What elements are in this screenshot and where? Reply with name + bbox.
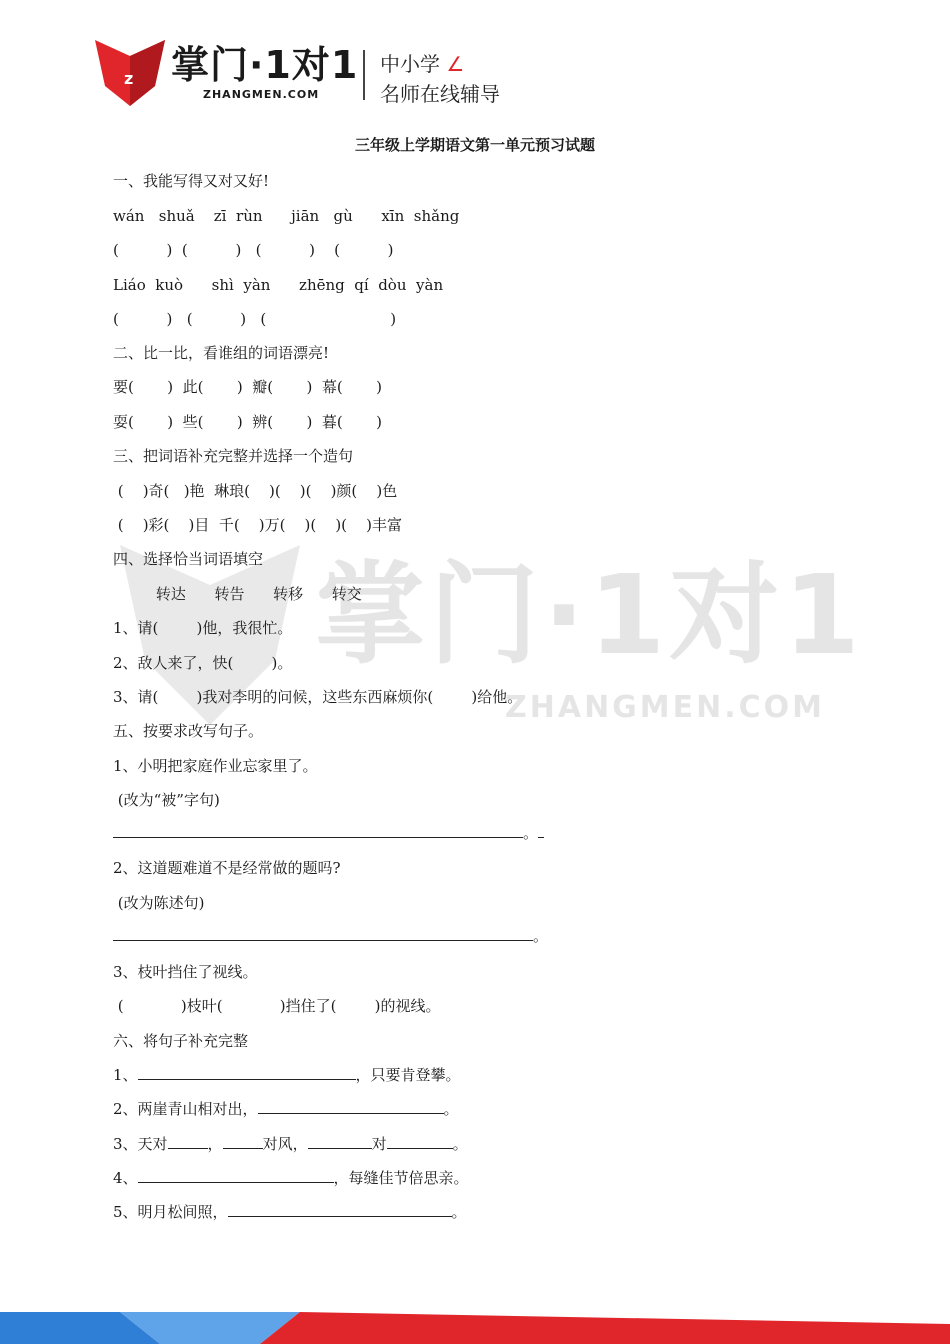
word-bank: 转达 转告 转移 转交	[113, 585, 362, 603]
answer-blank-line: 。	[113, 926, 548, 946]
brand-domain: ZHANGMEN.COM	[203, 88, 320, 101]
watermark-en: ZHANGMEN.COM	[505, 690, 826, 725]
answer-blank[interactable]	[387, 1134, 453, 1149]
answer-line: ( )枝叶( )挡住了( )的视线。	[113, 997, 441, 1015]
answer-blank[interactable]	[138, 1065, 356, 1080]
instruction-line: (改为“被”字句)	[113, 791, 220, 809]
answer-blank[interactable]	[138, 1168, 334, 1183]
section-heading-3: 三、把词语补充完整并选择一个造句	[113, 447, 354, 465]
answer-blank[interactable]	[223, 1134, 263, 1149]
shield-logo-icon	[93, 38, 167, 108]
word-compare-line: 耍( ) 些( ) 辨( ) 暮( )	[113, 413, 382, 431]
answer-blank[interactable]	[113, 823, 523, 838]
logo-divider	[363, 50, 365, 100]
answer-blank[interactable]	[168, 1134, 208, 1149]
answer-blank-end	[538, 823, 544, 838]
section-heading-4: 四、选择恰当词语填空	[113, 550, 264, 568]
poem-fill-line: 5、明月松间照， 。	[113, 1203, 467, 1221]
pinyin-line: wán shuǎ zī rùn jiān gù xīn shǎng	[113, 207, 460, 225]
brand-logo	[93, 38, 533, 110]
answer-blank[interactable]	[431, 926, 533, 941]
answer-blank[interactable]	[228, 1202, 452, 1217]
poem-fill-line: 4、 ，每缝佳节倍思亲。	[113, 1169, 469, 1187]
answer-blank-line: 。	[113, 823, 544, 843]
svg-text:z: z	[124, 69, 134, 88]
answer-line: ( ) ( ) ( )	[113, 310, 397, 328]
checkmark-icon: ∠	[446, 52, 465, 76]
instruction-line: (改为陈述句)	[113, 894, 205, 912]
footer-band	[0, 1304, 950, 1344]
poem-fill-line: 2、两崖青山相对出， 。	[113, 1100, 459, 1118]
question-line: 2、这道题难道不是经常做的题吗?	[113, 859, 341, 877]
page-title: 三年级上学期语文第一单元预习试题	[354, 136, 595, 154]
section-heading-2: 二、比一比，看谁组的词语漂亮!	[113, 344, 330, 362]
answer-blank[interactable]	[113, 926, 431, 941]
brand-name: 掌门·1对1	[171, 43, 359, 87]
pinyin-line: Liáo kuò shì yàn zhēng qí dòu yàn	[113, 276, 444, 294]
answer-blank[interactable]	[308, 1134, 372, 1149]
tagline-top: 中小学 ∠	[380, 52, 465, 76]
tagline-bottom: 名师在线辅导	[380, 82, 500, 106]
answer-blank[interactable]	[258, 1099, 444, 1114]
question-line: 1、小明把家庭作业忘家里了。	[113, 757, 318, 775]
word-compare-line: 要( ) 此( ) 瓣( ) 幕( )	[113, 378, 382, 396]
question-line: 2、敌人来了，快( )。	[113, 654, 293, 672]
watermark-cn: 掌门·1对1	[315, 551, 864, 679]
section-heading-1: 一、我能写得又对又好!	[113, 172, 270, 190]
section-heading-6: 六、将句子补充完整	[113, 1032, 249, 1050]
idiom-line: ( )奇( )艳 琳琅( )( )( )颜( )色	[113, 482, 398, 500]
question-line: 3、请( )我对李明的问候，这些东西麻烦你( )给他。	[113, 688, 523, 706]
idiom-line: ( )彩( )目 千( )万( )( )( )丰富	[113, 516, 402, 534]
poem-fill-line: 3、天对 ， 对风， 对 。	[113, 1135, 468, 1153]
question-line: 1、请( )他，我很忙。	[113, 619, 293, 637]
section-heading-5: 五、按要求改写句子。	[113, 722, 264, 740]
answer-line: ( ) ( ) ( ) ( )	[113, 241, 394, 259]
poem-fill-line: 1、 ，只要肯登攀。	[113, 1066, 461, 1084]
question-line: 3、枝叶挡住了视线。	[113, 963, 258, 981]
